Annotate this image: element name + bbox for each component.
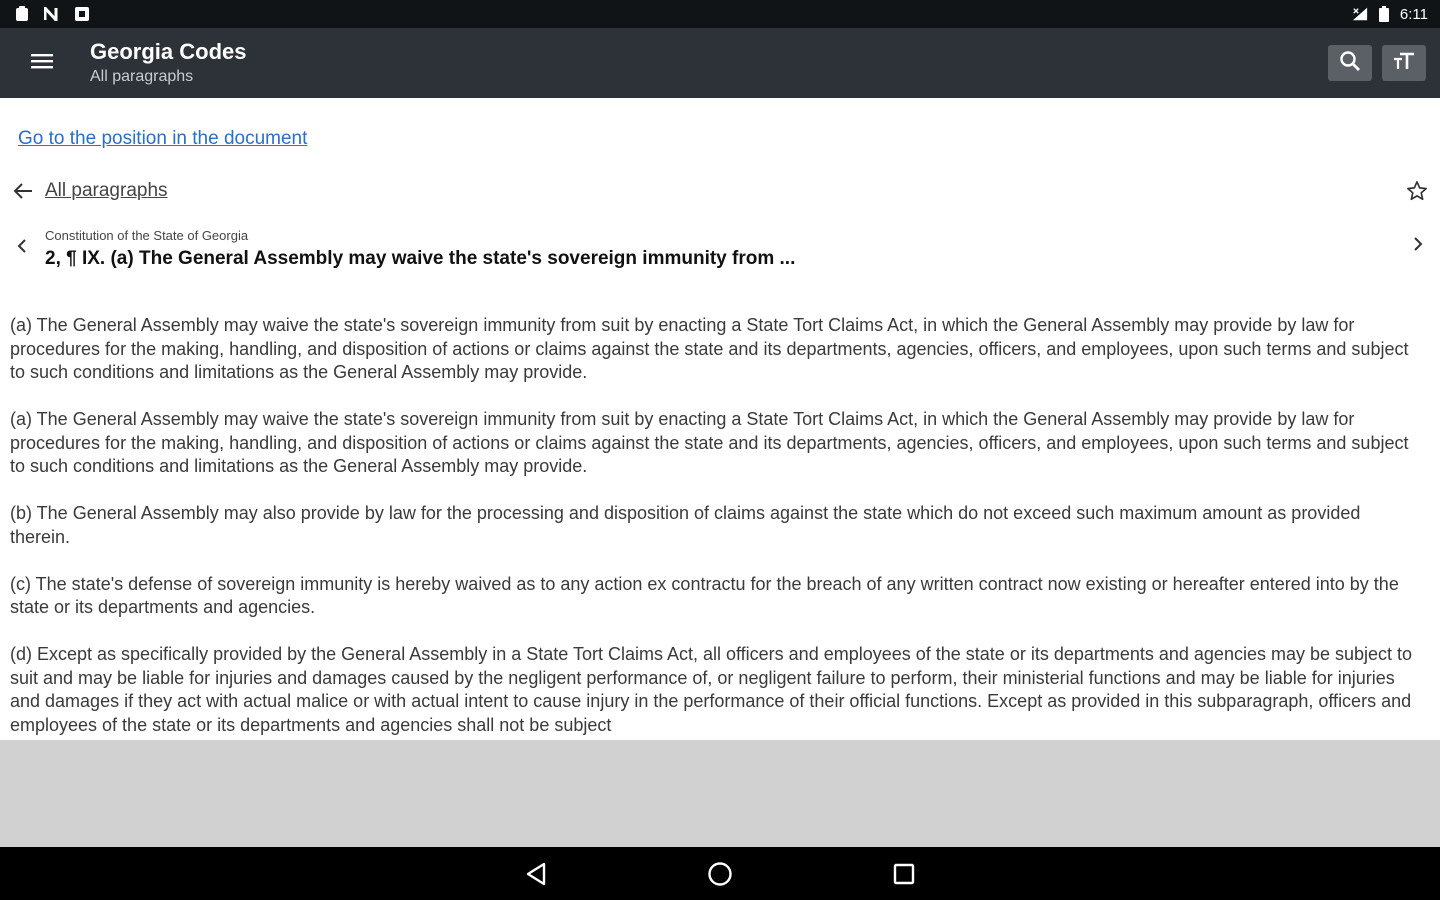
system-navigation-bar	[0, 847, 1440, 900]
app-title: Georgia Codes	[90, 39, 247, 64]
text-size-button[interactable]	[1382, 45, 1426, 81]
next-section-button[interactable]	[1406, 232, 1430, 256]
back-nav-button[interactable]	[514, 852, 558, 896]
status-left-icons	[14, 6, 90, 22]
back-button[interactable]	[10, 178, 36, 204]
bottom-empty-area	[0, 740, 1440, 847]
chevron-right-icon	[1413, 237, 1423, 251]
section-navigator	[10, 226, 1430, 278]
square-recents-icon	[893, 863, 915, 885]
chevron-left-icon	[17, 239, 27, 253]
status-right-icons	[1352, 6, 1428, 23]
breadcrumb-link[interactable]: All paragraphs	[45, 180, 168, 201]
triangle-back-icon	[525, 862, 547, 886]
paragraph: (a) The General Assembly may waive the state's sovereign immunity from suit by enacting a State Tort Claims Act, in which the General Assembly may provide by law for procedures for the making, handling, and disposition of actions or claims against the state and its departments, agencies, officers, and employees, upon such terms and subject to such conditions and limitations as the General Assembly may provide.	[10, 409, 1409, 476]
search-button[interactable]	[1328, 45, 1372, 81]
breadcrumb	[10, 176, 1430, 206]
battery-icon	[1376, 6, 1392, 22]
section-heading: 2, ¶ IX. (a) The General Assembly may waive the state's sovereign immunity from ...	[45, 248, 796, 269]
hamburger-menu-icon	[31, 52, 53, 75]
paragraph: (c) The state's defense of sovereign immunity is hereby waived as to any action ex contractu for the breach of any written contract now existing or hereafter entered into by the state or its departments and agencies.	[10, 573, 1399, 617]
toolbar-titles	[90, 38, 246, 88]
arrow-left-icon	[13, 182, 33, 200]
recents-nav-button[interactable]	[882, 852, 926, 896]
document-content	[0, 98, 1440, 740]
paragraph: (d) Except as specifically provided by the General Assembly in a State Tort Claims Act, all officers and employees of the state or its departments and agencies may be subject to suit and may be liable for injuries and damages caused by the negligent performance of, or negligent failure to perform, their ministerial functions and may be liable for injuries and damages if they act with actual malice or with actual intent to cause injury in the performance of their official functions. Except as provided in this subparagraph, officers and employees of the state or its departments and agencies shall not be subject	[10, 644, 1413, 735]
previous-section-button[interactable]	[10, 234, 34, 258]
clipboard-icon	[14, 6, 30, 22]
app-notification-icon	[74, 6, 90, 22]
paragraph-list	[10, 314, 1422, 740]
star-outline-icon	[1406, 180, 1428, 202]
app-toolbar	[0, 28, 1440, 98]
n-icon	[44, 6, 60, 22]
bookmark-button[interactable]	[1404, 178, 1430, 204]
search-icon	[1339, 50, 1361, 77]
status-time: 6:11	[1399, 5, 1428, 23]
app-subtitle: All paragraphs	[90, 68, 194, 85]
home-nav-button[interactable]	[698, 852, 742, 896]
signal-icon	[1352, 6, 1368, 22]
paragraph: (a) The General Assembly may waive the state's sovereign immunity from suit by enacting a State Tort Claims Act, in which the General Assembly may provide by law for procedures for the making, handling, and disposition of actions or claims against the state and its departments, agencies, officers, and employees, upon such terms and subject to such conditions and limitations as the General Assembly may provide.	[10, 315, 1409, 382]
status-bar	[0, 0, 1440, 28]
document-source: Constitution of the State of Georgia	[45, 228, 249, 243]
toolbar-actions	[1328, 45, 1426, 81]
goto-position-link[interactable]: Go to the position in the document	[18, 128, 308, 149]
circle-home-icon	[707, 861, 733, 887]
paragraph: (b) The General Assembly may also provide by law for the processing and disposition of claims against the state which do not exceed such maximum amount as provided therein.	[10, 503, 1361, 547]
menu-button[interactable]	[12, 33, 72, 93]
text-size-icon	[1392, 51, 1416, 76]
